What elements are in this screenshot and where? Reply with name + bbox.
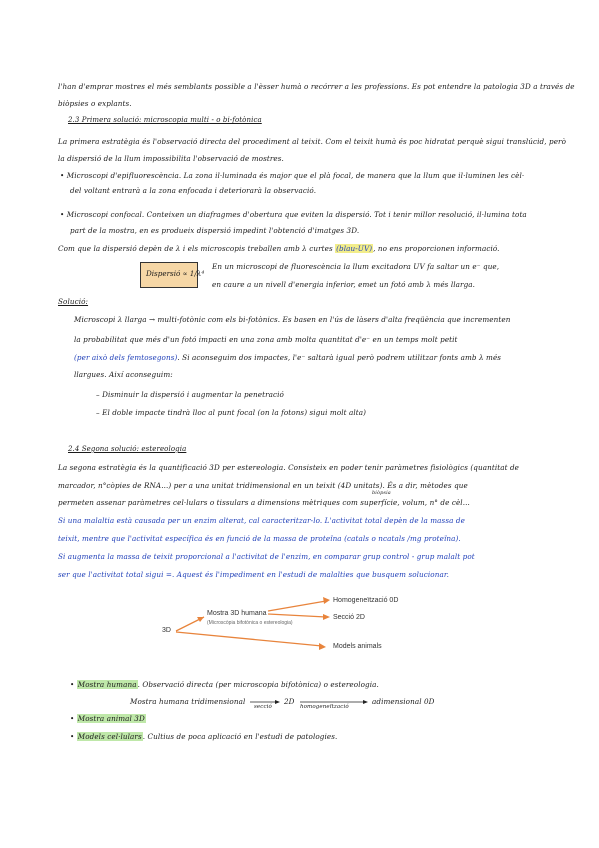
highlight-mostra-animal: Mostra animal 3D: [77, 714, 145, 723]
text-line: marcador, n°còpies de RNA...) per a una unitat tridimensional en un teixit (4D unitats). És a dir, mètodes que: [58, 481, 468, 490]
arrow-label: homogeneïtzació: [300, 704, 349, 710]
text-line: Mostra humana tridimensional: [130, 697, 246, 706]
text-line: l'han d'emprar mostres el més semblants possible a l'èsser humà o recórrer a les professions. Es pot entendre la patologia 3D a través de: [58, 82, 575, 91]
solution-label: Solució:: [58, 297, 89, 306]
text-line: part de la mostra, en es produeix dispersió impedint l'obtenció d'imatges 3D.: [70, 226, 360, 235]
diagram-node-homog: Homogeneïtzació 0D: [333, 597, 399, 604]
section-heading-2-3: 2.3 Primera solució: microscopia multi - o bi-fotònica: [68, 116, 262, 124]
text-line-blue: teixit, mentre que l'activitat específica és en funció de la massa de proteïna (catals o ncatals /mg proteïna).: [58, 534, 461, 543]
highlight-mostra-humana: Mostra humana: [77, 680, 137, 689]
diagram-node-mostra: Mostra 3D humana: [207, 610, 267, 617]
text-line: llargues. Així aconseguim:: [74, 370, 173, 379]
diagram-node-3d: 3D: [162, 627, 171, 634]
femtosecond-note: (per això dels femtosegons): [74, 353, 178, 362]
diagram-node-mostra-sub: (Microscòpia bifotònica o estereologia): [207, 620, 293, 626]
text-line: Com que la dispersió depèn de λ i els microscopis treballen amb λ curtes (blau-UV), no ens proporcionen informació.: [58, 244, 500, 253]
text-line: permeten assenar paràmetres cel·lulars o tissulars a dimensions mètriques com superfície, volum, n° de cèl...: [58, 498, 470, 507]
highlight-models-cellulars: Models cel·lulars: [77, 732, 142, 741]
text-line: La primera estratègia és l'observació directa del procediment al teixit. Com el teixit humà és poc hidratat perquè sigui translúcid, però: [58, 137, 567, 146]
section-heading-2-4: 2.4 Segona solució: estereologia: [68, 445, 187, 453]
text-line: en caure a un nivell d'energia inferior, emet un fotó amb λ més llarga.: [212, 280, 476, 289]
text-line-blue: Si augmenta la massa de teixit proporcional a l'activitat de l'enzim, en comparar grup control - grup malalt pot: [58, 552, 475, 561]
text-line: 2D: [284, 697, 295, 706]
text-line: biòpsies o explants.: [58, 99, 132, 108]
bullet-item: • Mostra humana. Observació directa (per microscopia bifotònica) o estereologia.: [70, 680, 379, 689]
text-line: La segona estratègia és la quantificació 3D per estereologia. Consisteix en poder tenir paràmetres fisiològics (quantitat de: [58, 463, 520, 472]
diagram-node-models: Models animals: [333, 643, 382, 650]
text-line: En un microscopi de fluorescència la llum excitadora UV fa saltar un e⁻ que,: [212, 262, 500, 271]
dash-item: – Disminuir la dispersió i augmentar la penetració: [96, 390, 284, 399]
text-line: la dispersió de la llum impossibilita l'observació de mostres.: [58, 154, 284, 163]
arrow-label: secció: [254, 704, 272, 710]
bullet-item: • Microscopi confocal. Conteixen un diafragmes d'obertura que eviten la dispersió. Tot i tenir millor resolució, il·lumina tota: [60, 210, 527, 219]
text-note: biòpsia: [372, 490, 391, 496]
bullet-item: • Mostra animal 3D: [70, 714, 145, 723]
text-line: Microscopi λ llarga → multi-fotònic com els bi-fotònics. Es basen en l'ús de làsers d'alta freqüència que incrementen: [74, 315, 511, 324]
text-line: la probabilitat que més d'un fotó impacti en una zona amb molta quantitat d'e⁻ en un temps molt petit: [74, 335, 458, 344]
bullet-item: • Microscopi d'epifluorescència. La zona il·luminada és major que el plà focal, de manera que la llum que il·luminen les cèl·: [60, 171, 525, 180]
formula-text: Dispersió ∝ 1/λ⁴: [146, 269, 205, 278]
text-line: adimensional 0D: [372, 697, 435, 706]
text-line: del voltant entrarà a la zona enfocada i deteriorarà la observació.: [70, 186, 317, 195]
text-line: (per això dels femtosegons). Si aconseguim dos impactes, l'e⁻ saltarà igual però podrem utilitzar fonts amb λ més: [74, 353, 502, 362]
text-line-blue: ser que l'activitat total sigui =. Aquest és l'impediment en l'estudi de malalties que busquem solucionar.: [58, 570, 449, 579]
diagram-node-seccio: Secció 2D: [333, 614, 365, 621]
dash-item: – El doble impacte tindrà lloc al punt focal (on la fotons) sigui molt alta): [96, 408, 367, 417]
bullet-item: • Models cel·lulars. Cultius de poca aplicació en l'estudi de patologies.: [70, 732, 338, 741]
text-line-blue: Si una malaltia està causada per un enzim alterat, cal caracteritzar-lo. L'activitat total depèn de la massa de: [58, 516, 465, 525]
highlight-blue-uv: (blau-UV): [336, 244, 373, 253]
